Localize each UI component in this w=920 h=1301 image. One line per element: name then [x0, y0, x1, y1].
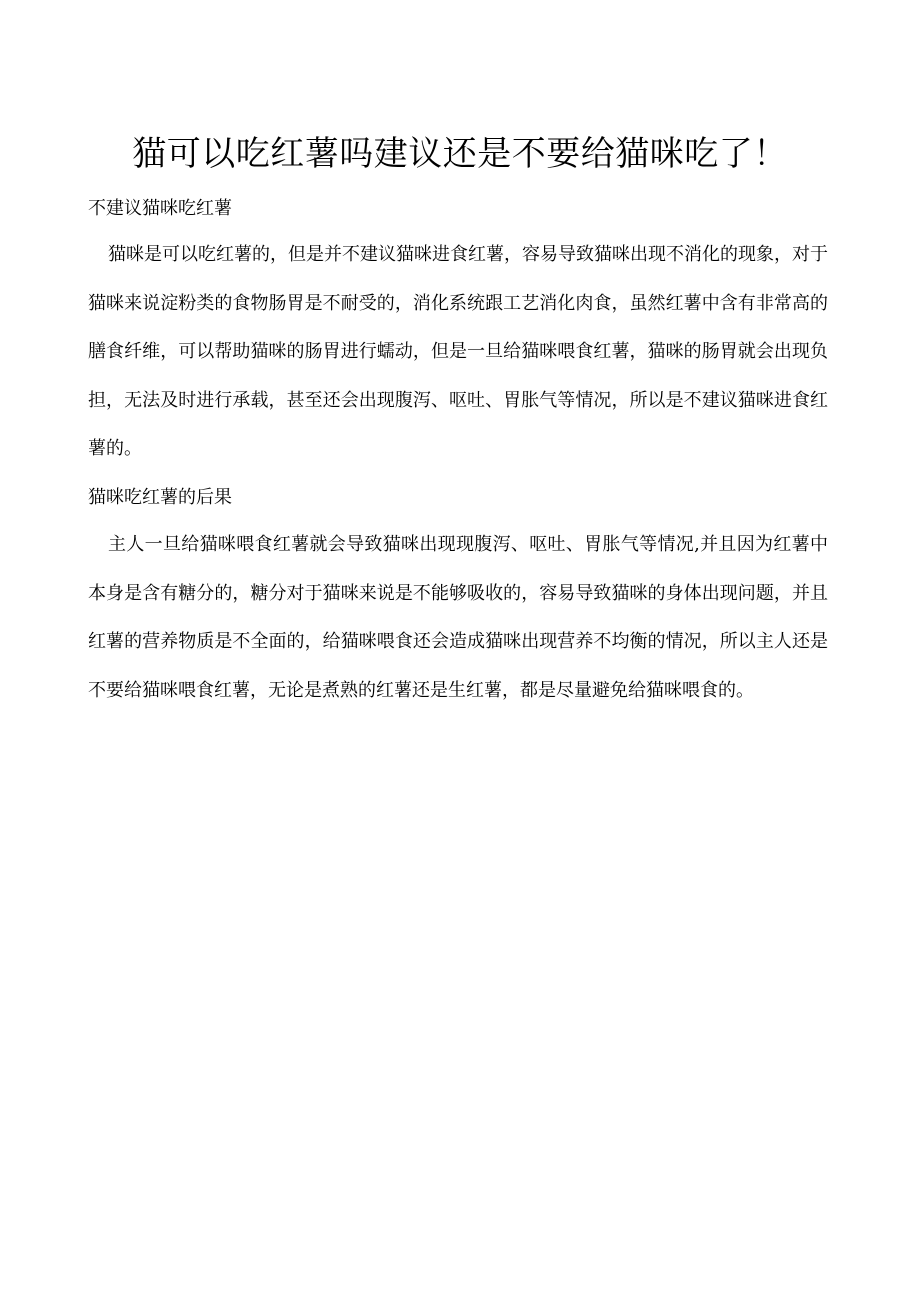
section-heading-consequences: 猫咪吃红薯的后果: [88, 487, 232, 508]
section-body-consequences: 主人一旦给猫咪喂食红薯就会导致猫咪出现现腹泻、呕吐、胃胀气等情况,并且因为红薯中本身是含有糖分的，糖分对于猫咪来说是不能够吸收的，容易导致猫咪的身体出现问题，并且红薯的营养物质是不全面的，给猫咪喂食还会造成猫咪出现营养不均衡的情况，所以主人还是不要给猫咪喂食红薯，无论是煮熟的红薯还是生红薯，都是尽量避免给猫咪喂食的。: [88, 534, 828, 701]
section-heading-not-recommended: 不建议猫咪吃红薯: [88, 198, 232, 219]
document-title: 猫可以吃红薯吗建议还是不要给猫咪吃了！: [132, 134, 788, 174]
section-body-not-recommended: 猫咪是可以吃红薯的，但是并不建议猫咪进食红薯，容易导致猫咪出现不消化的现象，对于猫咪来说淀粉类的食物肠胃是不耐受的，消化系统跟工艺消化肉食，虽然红薯中含有非常高的膳食纤维，可以帮助猫咪的肠胃进行蠕动，但是一旦给猫咪喂食红薯，猫咪的肠胃就会出现负担，无法及时进行承载，甚至还会出现腹泻、呕吐、胃胀气等情况，所以是不建议猫咪进食红薯的。: [88, 244, 828, 460]
